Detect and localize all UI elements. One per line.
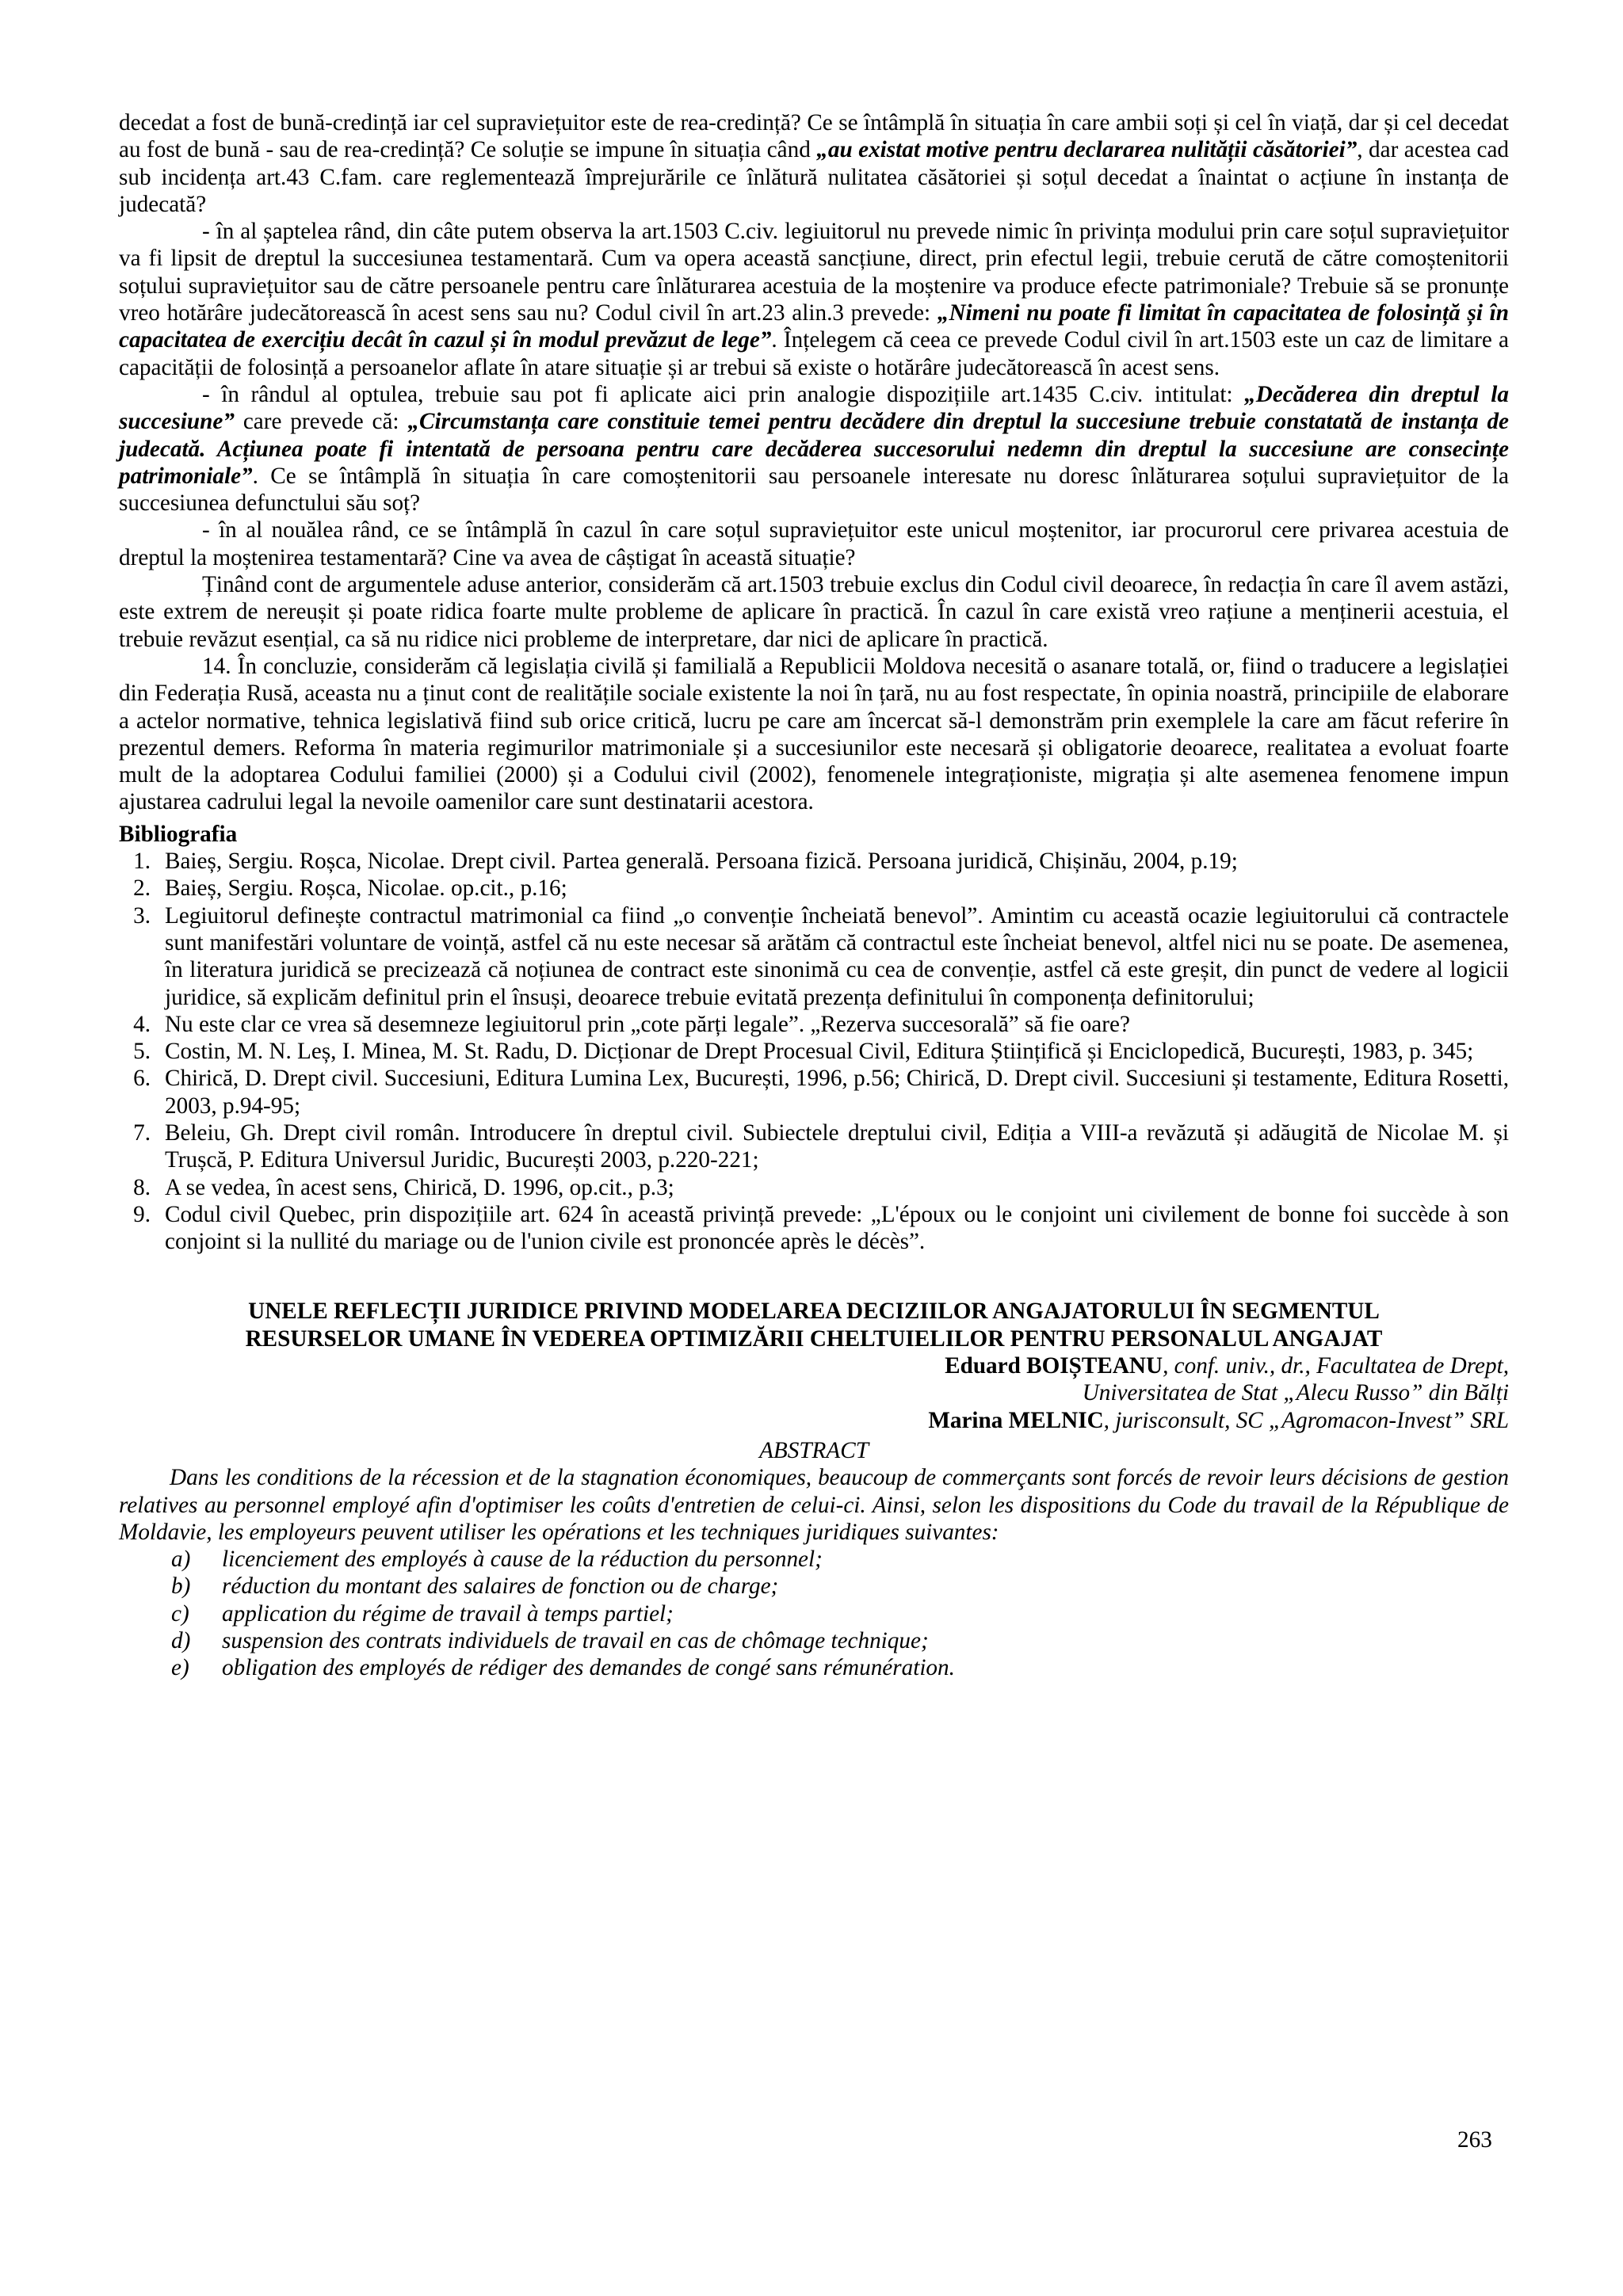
bibliography-item-number: 8. xyxy=(133,1174,151,1200)
bibliography-item xyxy=(119,875,1509,902)
body-text xyxy=(119,109,1509,816)
paragraph-text: - în rândul al optulea, trebuie sau pot fi aplicate aici prin analogie dispozițiile art.1435 C.civ. intitulat: xyxy=(202,381,1245,407)
article-title xyxy=(119,1298,1509,1352)
abstract-list-marker: a) xyxy=(171,1547,191,1573)
abstract-text: Dans les conditions de la récession et de la stagnation économiques, beaucoup de commerçants sont forcés de revoir leurs décisions de gestion relatives au personnel employé afin d'optimiser les coûts d'entretien de celui-ci. Ainsi, selon les dispositions du Code du travail de la République de Moldavie, les employeurs peuvent utiliser les opérations et les techniques juridiques suivantes: xyxy=(119,1465,1509,1545)
bibliography-item-text: Costin, M. N. Leș, I. Minea, M. St. Radu, D. Dicționar de Drept Procesual Civil, Editura Științifică și Enciclopedică, București, 1983, p. 345; xyxy=(165,1039,1474,1065)
body-paragraph xyxy=(119,517,1509,571)
abstract-list xyxy=(119,1546,1509,1681)
paragraph-text: . Ce se întâmplă în situația în care comoștenitorii sau persoanele interesate nu doresc înlăturarea soțului supraviețuitor de la succesiunea defunctului său soț? xyxy=(119,463,1509,517)
abstract-list-item xyxy=(119,1627,1509,1654)
bibliography-item xyxy=(119,1011,1509,1038)
body-paragraph xyxy=(119,109,1509,218)
page-number: 263 xyxy=(1457,2127,1492,2153)
paragraph-text: Ținând cont de argumentele aduse anterior, considerăm că art.1503 trebuie exclus din Codul civil deoarece, în redacția în care îl avem astăzi, este extrem de nereușit și poate ridica foarte multe probleme de aplicare în practică. În cazul în care există vreo rațiune a menținerii acestuia, el trebuie revăzut esențial, ca să nu ridice nici probleme de interpretare, dar nici de aplicare în practică. xyxy=(119,572,1509,652)
bibliography-item xyxy=(119,848,1509,875)
bibliography-item-text: Legiuitorul definește contractul matrimonial ca fiind „o convenție încheiată benevol”. Amintim cu această ocazie legiuitorului că contractele sunt manifestări voluntare de voință, astfel că nu este necesar să arătăm că contractul este încheiat benevol, altfel nici nu se poate. De asemenea, în literatura juridică se precizează că noțiunea de contract este sinonimă cu cea de convenție, astfel că este greșit, din punct de vedere al logicii juridice, să explicăm definitul prin el însuși, deoarece trebuie evitată prezența definitului în componența definitorului; xyxy=(165,902,1509,1010)
author-2 xyxy=(119,1407,1509,1434)
bibliography-item-number: 5. xyxy=(133,1039,151,1065)
abstract-list-text: suspension des contrats individuels de travail en cas de chômage technique; xyxy=(222,1628,929,1654)
body-paragraph xyxy=(119,381,1509,517)
paragraph-text: decedat a fost de bună-credință iar cel supraviețuitor este de rea-credință? Ce se întâmplă în situația în care ambii soți și cel în viață, dar și cel decedat au fost de bună - sau de rea-credință? Ce soluție se impune în situația când xyxy=(119,110,1509,163)
abstract-list-marker: e) xyxy=(171,1655,189,1681)
bibliography-item-number: 2. xyxy=(133,875,151,902)
author-2-name: Marina MELNIC xyxy=(928,1407,1104,1433)
body-paragraph xyxy=(119,653,1509,816)
bibliography-list xyxy=(119,848,1509,1255)
page-content xyxy=(119,109,1509,1682)
bibliography-item-number: 7. xyxy=(133,1119,151,1146)
abstract-list-marker: c) xyxy=(171,1600,189,1627)
abstract-list-item xyxy=(119,1573,1509,1600)
abstract-list-item xyxy=(119,1654,1509,1681)
abstract-list-item xyxy=(119,1546,1509,1573)
bibliography-item xyxy=(119,1065,1509,1119)
bibliography-item-text: Baieș, Sergiu. Roșca, Nicolae. op.cit., p.16; xyxy=(165,875,567,902)
article-title-line-2: RESURSELOR UMANE ÎN VEDEREA OPTIMIZĂRII CHELTUIELILOR PENTRU PERSONALUL ANGAJAT xyxy=(245,1325,1383,1352)
bibliography-item xyxy=(119,1119,1509,1174)
bibliography-item-text: Codul civil Quebec, prin dispozițiile art. 624 în această privință prevede: „L'époux ou le conjoint uni civilement de bonne foi succède à son conjoint si la nullité du mariage ou de l'union civile est prononcée après le décès”. xyxy=(165,1201,1509,1255)
article-title-line-1: UNELE REFLECȚII JURIDICE PRIVIND MODELAREA DECIZIILOR ANGAJATORULUI ÎN SEGMENTUL xyxy=(248,1299,1380,1325)
author-2-affiliation: , jurisconsult, SC „Agromacon-Invest” SRL xyxy=(1103,1407,1509,1433)
bibliography-item-number: 3. xyxy=(133,902,151,929)
bibliography-heading: Bibliografia xyxy=(119,821,238,847)
abstract-list-text: application du régime de travail à temps partiel; xyxy=(222,1600,674,1627)
author-1-affiliation: , conf. univ., dr., Facultatea de Drept, xyxy=(1163,1353,1509,1379)
bibliography-item xyxy=(119,1174,1509,1201)
bibliography-item-text: A se vedea, în acest sens, Chirică, D. 1996, op.cit., p.3; xyxy=(165,1174,674,1200)
bibliography-item xyxy=(119,902,1509,1011)
bibliography-item-number: 1. xyxy=(133,849,151,875)
emphasized-quote: „Circumstanța care constituie temei pentru decădere din dreptul la succesiune trebuie constatată de instanța de judecată. Acțiunea poate fi intentată de persoana pentru care decăderea succesorului nedemn din dreptul la succesiune are consecințe patrimoniale” xyxy=(119,409,1510,489)
body-paragraph xyxy=(119,218,1509,381)
bibliography-item-text: Chirică, D. Drept civil. Succesiuni, Editura Lumina Lex, București, 1996, p.56; Chirică, D. Drept civil. Succesiuni și testamente, Editura Rosetti, 2003, p.94-95; xyxy=(165,1066,1509,1119)
bibliography-item-number: 6. xyxy=(133,1066,151,1092)
author-1-name: Eduard BOIȘTEANU xyxy=(945,1353,1163,1379)
abstract-list-text: réduction du montant des salaires de fonction ou de charge; xyxy=(222,1573,779,1600)
emphasized-quote: „Decăderea din dreptul la succesiune” xyxy=(119,381,1509,435)
paragraph-text: , dar acestea cad sub incidența art.43 C.fam. care reglementează împrejurările ce înlătură nulitatea căsătoriei și soțul decedat a înaintat o acțiune în instanța de judecată? xyxy=(119,137,1509,217)
paragraph-text: 14. În concluzie, considerăm că legislația civilă și familială a Republicii Moldova necesită o asanare totală, or, fiind o traducere a legislației din Federația Rusă, aceasta nu a ținut cont de realitățile sociale existente la noi în țară, nu au fost respectate, în opinia noastră, principiile de elaborare a actelor normative, tehnica legislativă fiind sub orice critică, lucru pe care am încercat să-l demonstrăm prin exemplele la care am făcut referire în prezentul demers. Reforma în materia regimurilor matrimoniale și a succesiunilor este necesară și obligatorie deoarece, realitatea a evoluat foarte mult de la adoptarea Codului familiei (2000) și a Codului civil (2002), fenomenele integraționiste, migrația și alte asemenea fenomene impun ajustarea cadrului legal la nevoile oamenilor care sunt destinatarii acestora. xyxy=(119,653,1509,815)
article-authors xyxy=(119,1352,1509,1434)
bibliography-item-text: Baieș, Sergiu. Roșca, Nicolae. Drept civil. Partea generală. Persoana fizică. Persoana juridică, Chișinău, 2004, p.19; xyxy=(165,849,1238,875)
paragraph-text: care prevede că: xyxy=(234,409,408,435)
abstract-list-text: obligation des employés de rédiger des demandes de congé sans rémunération. xyxy=(222,1655,955,1681)
author-1 xyxy=(119,1352,1509,1379)
emphasized-quote: „Nimeni nu poate fi limitat în capacitatea de folosință și în capacitatea de exercițiu decât în cazul și în modul prevăzut de lege” xyxy=(119,300,1510,353)
emphasized-quote: „au existat motive pentru declararea nulității căsătoriei” xyxy=(816,137,1358,163)
abstract-label: ABSTRACT xyxy=(759,1437,869,1463)
abstract-list-marker: d) xyxy=(171,1628,191,1654)
bibliography-item-number: 9. xyxy=(133,1201,151,1227)
paragraph-text: . Înțelegem că ceea ce prevede Codul civil în art.1503 este un caz de limitare a capacității de folosință a persoanelor aflate în atare situație și ar trebui să existe o hotărâre judecătorească în acest sens. xyxy=(119,327,1509,380)
paragraph-text: - în al nouălea rând, ce se întâmplă în cazul în care soțul supraviețuitor este unicul moștenitor, iar procurorul cere privarea acestuia de dreptul la moștenirea testamentară? Cine va avea de câștigat în această situație? xyxy=(119,517,1509,570)
author-1-university: Universitatea de Stat „Alecu Russo” din Bălți xyxy=(1082,1380,1509,1406)
paragraph-text: - în al șaptelea rând, din câte putem observa la art.1503 C.civ. legiuitorul nu prevede nimic în privința modului prin care soțul supraviețuitor va fi lipsit de dreptul la succesiunea testamentară. Cum va opera această sancțiune, direct, prin efectul legii, trebuie cerută de către comoștenitorii soțului supraviețuitor sau de către persoanele pentru care înlăturarea acestuia de la moștenire va produce efecte patrimoniale? Trebuie să se pronunțe vreo hotărâre judecătorească în acest sens sau nu? Codul civil în art.23 alin.3 prevede: xyxy=(119,219,1509,326)
abstract-list-marker: b) xyxy=(171,1573,191,1600)
body-paragraph xyxy=(119,571,1509,653)
bibliography-item-number: 4. xyxy=(133,1011,151,1037)
bibliography-item xyxy=(119,1038,1509,1065)
bibliography-item-text: Nu este clar ce vrea să desemneze legiuitorul prin „cote părți legale”. „Rezerva succesorală” să fie oare? xyxy=(165,1011,1130,1037)
abstract-list-text: licenciement des employés à cause de la réduction du personnel; xyxy=(222,1547,823,1573)
bibliography-item-text: Beleiu, Gh. Drept civil român. Introducere în dreptul civil. Subiectele dreptului civil, Ediția a VIII-a revăzută și adăugită de Nicolae M. și Trușcă, P. Editura Universul Juridic, București 2003, p.220-221; xyxy=(165,1119,1509,1173)
abstract-list-item xyxy=(119,1600,1509,1627)
bibliography-item xyxy=(119,1201,1509,1256)
